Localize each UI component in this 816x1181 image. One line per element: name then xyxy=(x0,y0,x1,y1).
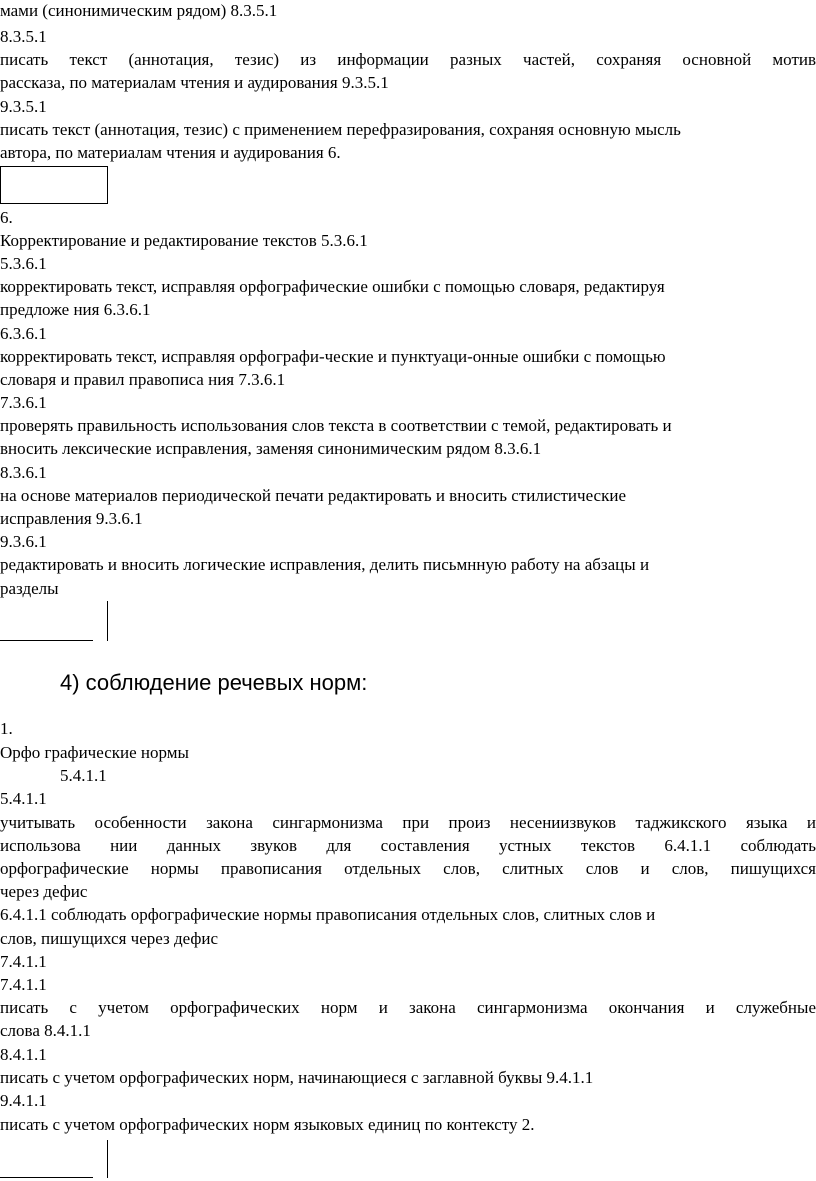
text-line: 5.3.6.1 xyxy=(0,254,47,273)
section-heading: 4) соблюдение речевых норм: xyxy=(60,670,368,695)
text-line: слова 8.4.1.1 xyxy=(0,1021,91,1040)
text-line: корректировать текст, исправляя орфографи-ческие и пунктуаци-онные ошибки с помощью xyxy=(0,347,666,366)
text-line: 6. xyxy=(0,208,13,227)
text-line: учитывать особенности закона сингармонизма при произ несениизвуков таджикского языка и xyxy=(0,813,816,832)
text-line: 7.4.1.1 xyxy=(0,975,47,994)
text-line: автора, по материалам чтения и аудирования 6. xyxy=(0,143,341,162)
text-line: корректировать текст, исправляя орфографические ошибки с помощью словаря, редактируя xyxy=(0,277,665,296)
text-line: 5.4.1.1 xyxy=(60,766,107,785)
text-line: писать текст (аннотация, тезис) из информации разных частей, сохраняя основной мотив xyxy=(0,50,816,69)
text-line: 5.4.1.1 xyxy=(0,789,47,808)
text-line: через дефис xyxy=(0,882,88,901)
text-line: 9.3.6.1 xyxy=(0,532,47,551)
text-line: писать с учетом орфографических норм, начинающиеся с заглавной буквы 9.4.1.1 xyxy=(0,1068,594,1087)
text-line: 6.3.6.1 xyxy=(0,324,47,343)
text-line: редактировать и вносить логические исправления, делить письмнную работу на абзацы и xyxy=(0,555,650,574)
text-line: орфографические нормы правописания отдельных слов, слитных слов и слов, пишущихся xyxy=(0,859,816,878)
text-line: писать с учетом орфографических норм и закона сингармонизма окончания и служебные xyxy=(0,998,816,1017)
text-line: проверять правильность использования слов текста в соответствии с темой, редактировать и xyxy=(0,416,672,435)
text-line: разделы xyxy=(0,579,59,598)
text-line: 9.4.1.1 xyxy=(0,1091,47,1110)
text-line: 9.3.5.1 xyxy=(0,97,47,116)
text-line: слов, пишущихся через дефис xyxy=(0,929,219,948)
text-line: 6.4.1.1 соблюдать орфографические нормы правописания отдельных слов, слитных слов и xyxy=(0,905,656,924)
cell-border-line xyxy=(107,1140,108,1178)
text-line: словаря и правил правописа ния 7.3.6.1 xyxy=(0,370,286,389)
text-line: вносить лексические исправления, заменяя синонимическим рядом 8.3.6.1 xyxy=(0,439,542,458)
text-line: Корректирование и редактирование текстов 5.3.6.1 xyxy=(0,231,368,250)
text-line: 8.3.6.1 xyxy=(0,463,47,482)
text-line: предложе ния 6.3.6.1 xyxy=(0,300,151,319)
text-line: Орфо графические нормы xyxy=(0,743,189,762)
text-line: исправления 9.3.6.1 xyxy=(0,509,143,528)
text-line: 7.4.1.1 xyxy=(0,952,47,971)
empty-cell-underline xyxy=(0,601,93,641)
text-line: на основе материалов периодической печати редактировать и вносить стилистические xyxy=(0,486,626,505)
cell-border-line xyxy=(107,601,108,641)
text-line: 1. xyxy=(0,719,13,738)
text-line: рассказа, по материалам чтения и аудирования 9.3.5.1 xyxy=(0,73,389,92)
empty-cell-underline xyxy=(0,1140,93,1178)
text-line: писать текст (аннотация, тезис) с применением перефразирования, сохраняя основную мысль xyxy=(0,120,681,139)
text-line: использова нии данных звуков для составления устных текстов 6.4.1.1 соблюдать xyxy=(0,836,816,855)
empty-cell-box xyxy=(0,166,108,204)
text-line: писать с учетом орфографических норм языковых единиц по контексту 2. xyxy=(0,1115,535,1134)
text-line: 8.3.5.1 xyxy=(0,27,47,46)
text-line: 8.4.1.1 xyxy=(0,1045,47,1064)
text-line: мами (синонимическим рядом) 8.3.5.1 xyxy=(0,1,278,20)
text-line: 7.3.6.1 xyxy=(0,393,47,412)
